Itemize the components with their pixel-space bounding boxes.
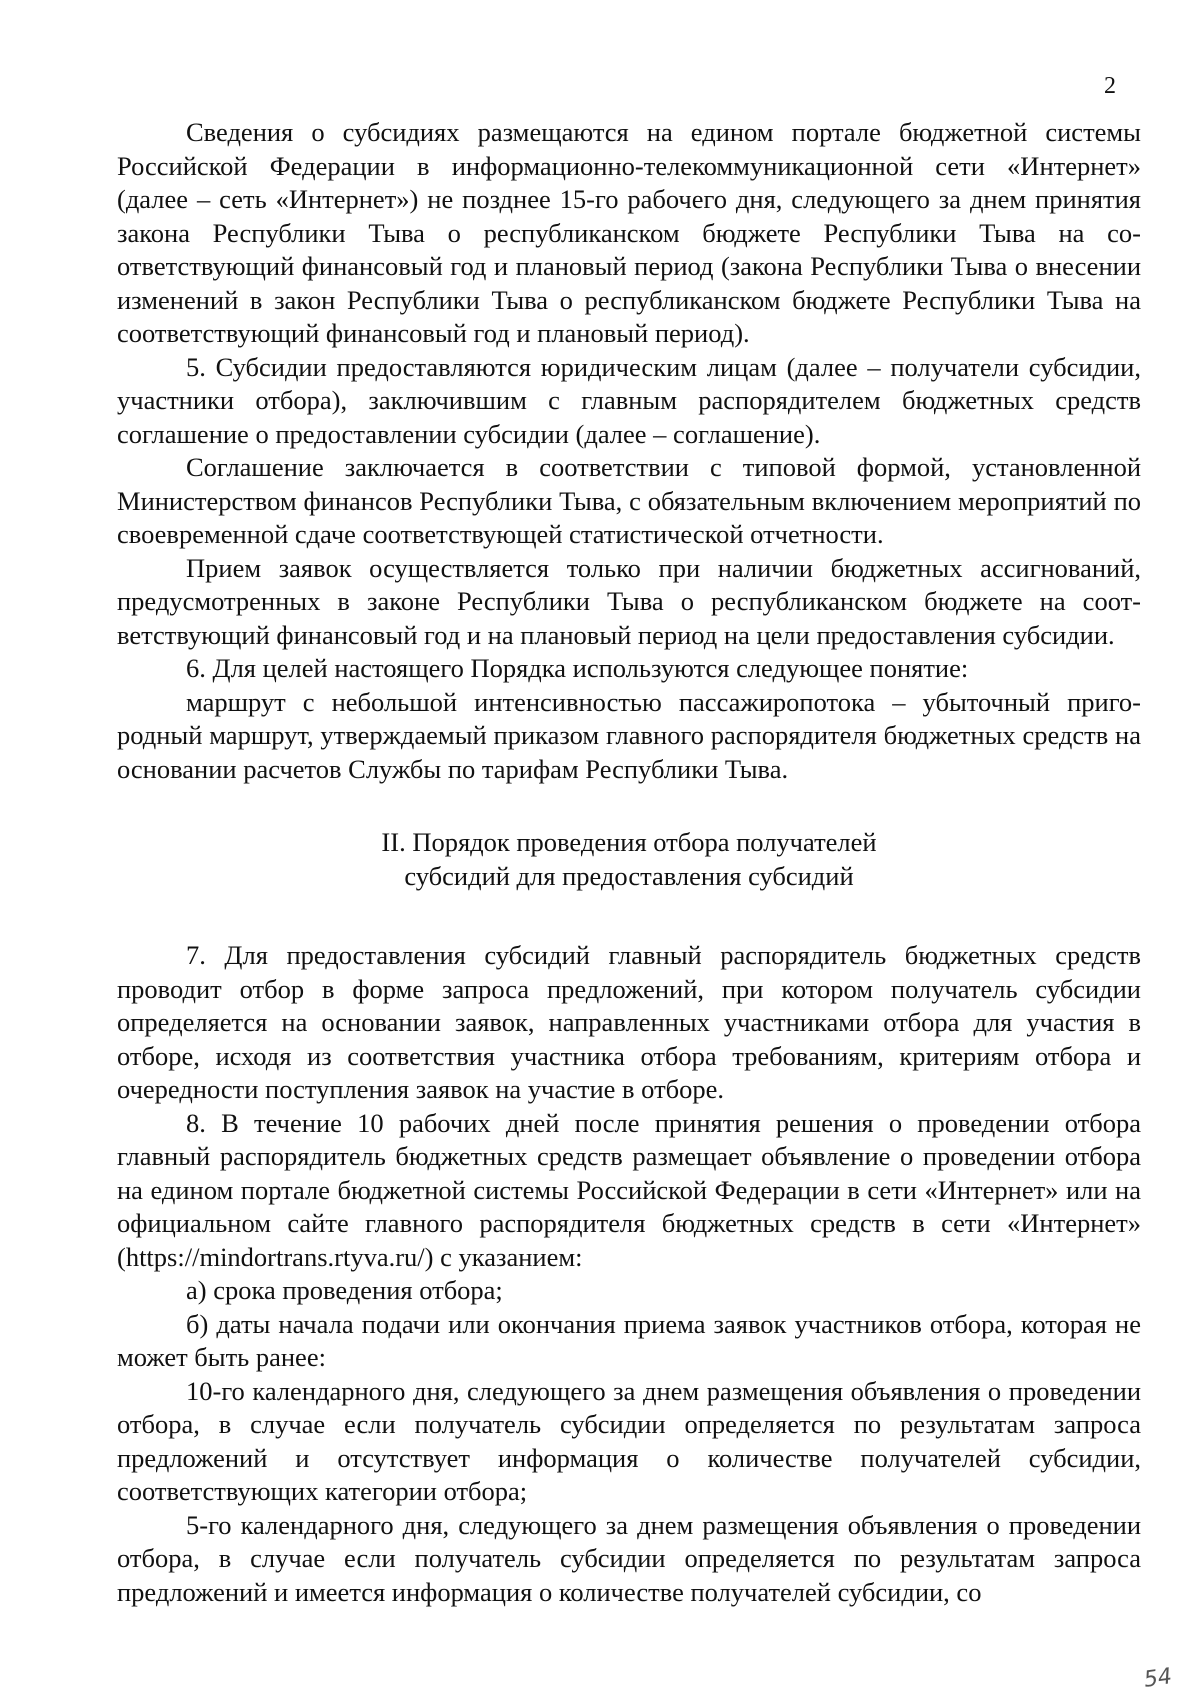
paragraph-item-8b: б) даты начала подачи или окончания приема заявок участников отбора, которая не может быть ранее: <box>117 1308 1141 1372</box>
paragraph-10th-day: 10-го календарного дня, следующего за днем размещения объявления о проведении отбора, в случае если получатель субсидии определяется по результатам запроса предложений и отсутствует информация о количестве получателей субсидии, соответствующих категории отбора; <box>117 1375 1141 1506</box>
section-heading-line-1: II. Порядок проведения отбора получателей <box>381 827 877 857</box>
paragraph-item-8: 8. В течение 10 рабочих дней после принятия решения о проведении отбора главный распорядитель бюджетных средств размещает объявление о проведении отбора на едином портале бюджетной системы Российской Федерации в сети «Интернет» или на официальном сайте главного распорядителя бюджетных средств в сети «Интернет» (https://mindortrans.rtyva.ru/) с указанием: <box>117 1107 1141 1272</box>
paragraph-item-7: 7. Для предоставления субсидий главный распорядитель бюджетных средств проводит отбор в форме запроса предложений, при котором получатель субсидии определяется на основании заявок, направленных участниками отбора для участия в отборе, исходя из соответствия участника отбора требованиям, критериям отбора и очередности поступления заявок на участие в отборе. <box>117 940 1141 1104</box>
page-number: 2 <box>1104 73 1116 99</box>
paragraph-5th-day: 5-го календарного дня, следующего за днем размещения объявления о проведении отбора, в случае если получатель субсидии определяется по результатам запроса предложений и имеется информация о количестве получателей субсидии, со <box>117 1509 1141 1607</box>
paragraph-agreement: Соглашение заключается в соответствии с типовой формой, установленной Министерством финансов Республики Тыва, с обязательным включением мероприятий по своевременной сдаче соответствующей статистической отчетности. <box>117 452 1141 549</box>
paragraph-subsidy-info: Сведения о субсидиях размещаются на едином портале бюджетной системы Российской Федерации в информационно-телекоммуникационной сети «Интернет» (далее – сеть «Интернет») не позднее 15-го рабочего дня, следующего за днем принятия закона Республики Тыва о республиканском бюджете Республики Тыва на соответствующий финансовый год и плановый период (закона Республики Тыва о внесении изменений в закон Республики Тыва о республиканском бюджете Республики Тыва на соответствующий финансовый год и плановый период). <box>117 117 1141 348</box>
paragraph-item-5: 5. Субсидии предоставляются юридическим лицам (далее – получатели субсидии, участники отбора), заключившим с главным распорядителем бюджетных средств соглашение о предоставлении субсидии (далее – соглашение). <box>117 351 1141 449</box>
paragraph-item-6: 6. Для целей настоящего Порядка используются следующее понятие: <box>186 653 969 683</box>
paragraph-item-8a: а) срока проведения отбора; <box>186 1275 503 1305</box>
section-heading <box>117 826 1141 893</box>
handwritten-page-mark: 54 <box>1142 1664 1174 1693</box>
paragraph-route-definition: маршрут с небольшой интенсивностью пассажиропотока – убыточный пригородный маршрут, утверждаемый приказом главного распорядителя бюджетных средств на основании расчетов Службы по тарифам Республики Тыва. <box>117 686 1141 784</box>
document-body <box>117 116 1141 1609</box>
section-heading-line-2: субсидий для предоставления субсидий <box>404 860 854 891</box>
paragraph-applications: Прием заявок осуществляется только при наличии бюджетных ассигнований, предусмотренных в законе Республики Тыва о республиканском бюджете на соответствующий финансовый год и на плановый период на цели предоставления субсидии. <box>117 552 1141 650</box>
